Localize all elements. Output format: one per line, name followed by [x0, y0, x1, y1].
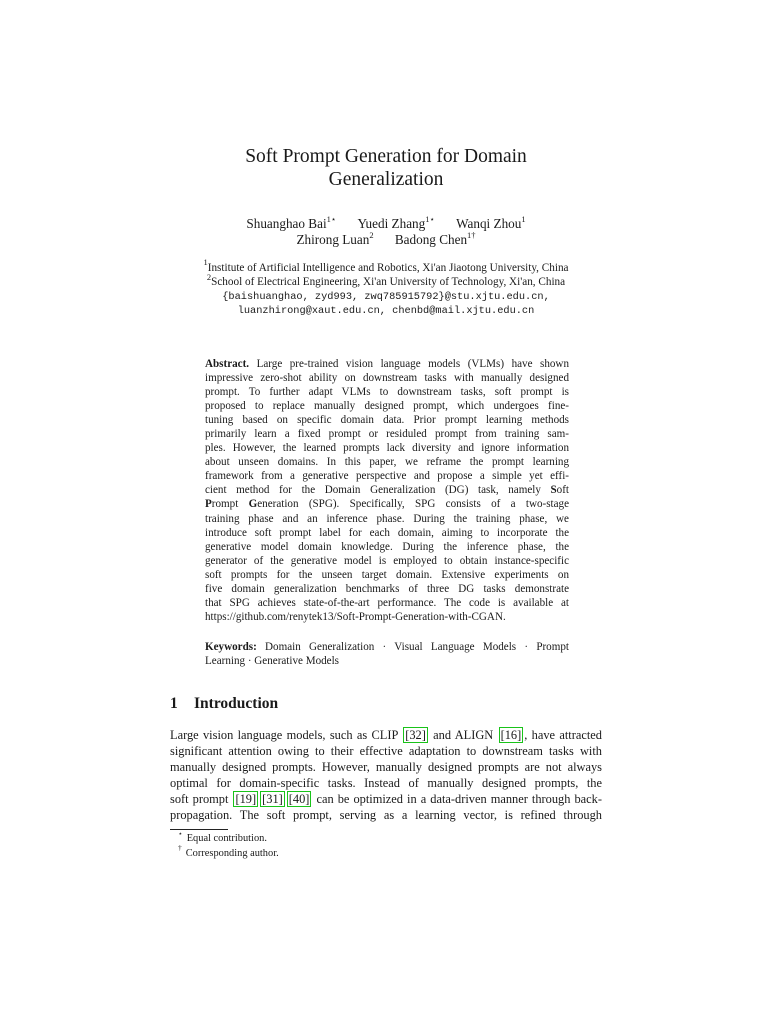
body-line: soft prompt [19] [31] [40] can be optimized in a data-driven manner through back-: [170, 792, 603, 807]
keywords: [205, 640, 569, 668]
abstract-line: about unseen domains. In this paper, we reframe the prompt learning: [205, 456, 569, 469]
author-line-2: [170, 229, 602, 248]
body-line: significant attention owing to their effective adaptation to downstream tasks with: [170, 744, 602, 759]
keywords-line: Learning · Generative Models: [205, 655, 339, 668]
author: Yuedi Zhang$^{1⋆}$: [357, 213, 435, 231]
author-list: [170, 213, 602, 248]
abstract-line: framework from a generative perspective and propose a simple yet effi-: [205, 470, 569, 483]
footnote: ⋆ Equal contribution.: [178, 828, 267, 844]
affiliation-1: $^1$Institute of Artificial Intelligence and Robotics, Xi'an Jiaotong University, China: [203, 257, 569, 274]
abstract-label: Abstract.: [205, 358, 250, 370]
email-line-2[interactable]: luanzhirong@xaut.edu.cn, chenbd@mail.xjtu.edu.cn: [237, 304, 535, 317]
abstract-line: ples. However, the learned prompts lack diversity and ignore information: [205, 442, 569, 455]
abstract-line: generative model domain knowledge. During the inference phase, the: [205, 540, 569, 553]
citation-link[interactable]: [31]: [262, 792, 283, 807]
keywords-label: Keywords:: [205, 641, 257, 653]
paper-title: [200, 145, 572, 191]
abstract-line: proposed to replace manually designed prompt, which undergoes fine-: [205, 400, 569, 413]
footnote: † Corresponding author.: [178, 843, 279, 859]
body-line: optimal for domain-specific tasks. Instead of manually designed prompts, the: [170, 776, 602, 791]
affiliation-2: $^2$School of Electrical Engineering, Xi'an University of Technology, Xi'an, China: [206, 271, 566, 289]
body-line: manually designed prompts. However, manually designed prompts are not always: [170, 760, 602, 775]
abstract-line: five domain generalization benchmarks of three DG tasks demonstrate: [205, 582, 569, 595]
email-line-1[interactable]: {baishuanghao, zyd993, zwq785915792}@stu.xjtu.edu.cn,: [222, 290, 550, 303]
citation-link[interactable]: [19]: [235, 792, 257, 807]
abstract-line: primarily learn a fixed prompt or residuled prompt from training sam-: [205, 428, 569, 441]
abstract-line: impressive zero-shot ability on downstream tasks with manually designed: [205, 372, 569, 385]
citation-link[interactable]: [40]: [288, 792, 310, 807]
section-number: 1: [170, 695, 178, 712]
section-heading: [170, 694, 278, 714]
citation-link[interactable]: [16]: [500, 728, 522, 742]
abstract-line: generator of the generative model is employed to obtain instance-specific: [205, 554, 569, 567]
abstract-line: that SPG achieves state-of-the-art performance. The code is available at: [205, 596, 569, 609]
section-title: Introduction: [194, 695, 279, 712]
abstract-line: prompt. To further adapt VLMs to downstream tasks, soft prompt is: [205, 386, 569, 399]
abstract-line: Abstract. Large pre-trained vision language models (VLMs) have shown: [205, 358, 569, 370]
keywords-line: Keywords: Domain Generalization · Visual Language Models · Prompt: [205, 641, 569, 653]
title-line-2: Generalization: [328, 169, 444, 190]
code-link[interactable]: https://github.com/renytek13/Soft-Prompt-Generation-with-CGAN.: [205, 610, 506, 623]
footnotes: [178, 828, 279, 861]
citation-link[interactable]: [32]: [405, 728, 426, 742]
author-line-1: [170, 213, 602, 232]
abstract: [205, 357, 569, 624]
body-line: propagation. The soft prompt, serving as a learning vector, is refined through: [170, 808, 602, 823]
abstract-line-spg: Prompt Generation (SPG). Specifically, SPG consists of a two-stage: [205, 498, 569, 511]
title-line-1: Soft Prompt Generation for Domain: [245, 146, 527, 167]
introduction-text: [170, 727, 602, 824]
abstract-line-soft: cient method for the Domain Generalization (DG) task, namely Soft: [205, 484, 569, 497]
body-line: Large vision language models, such as CLIP [32] and ALIGN [16] , have attracted: [170, 728, 602, 742]
author: Wanqi Zhou$^1$: [456, 213, 526, 231]
abstract-line: soft prompts for the unseen target domain. Extensive experiments on: [205, 568, 569, 581]
affiliations: [150, 257, 622, 318]
abstract-line: introduce soft prompt label for each domain, aiming to incorporate the: [205, 526, 569, 539]
abstract-line: training phase and an inference phase. During the training phase, we: [205, 512, 569, 525]
abstract-line: tuning based on specific domain data. Prior prompt learning methods: [205, 414, 569, 427]
author: Shuanghao Bai$^{1⋆}$: [246, 213, 337, 231]
author: Zhirong Luan$^2$: [296, 229, 374, 247]
author: Badong Chen$^{1\dagger}$: [394, 229, 476, 247]
